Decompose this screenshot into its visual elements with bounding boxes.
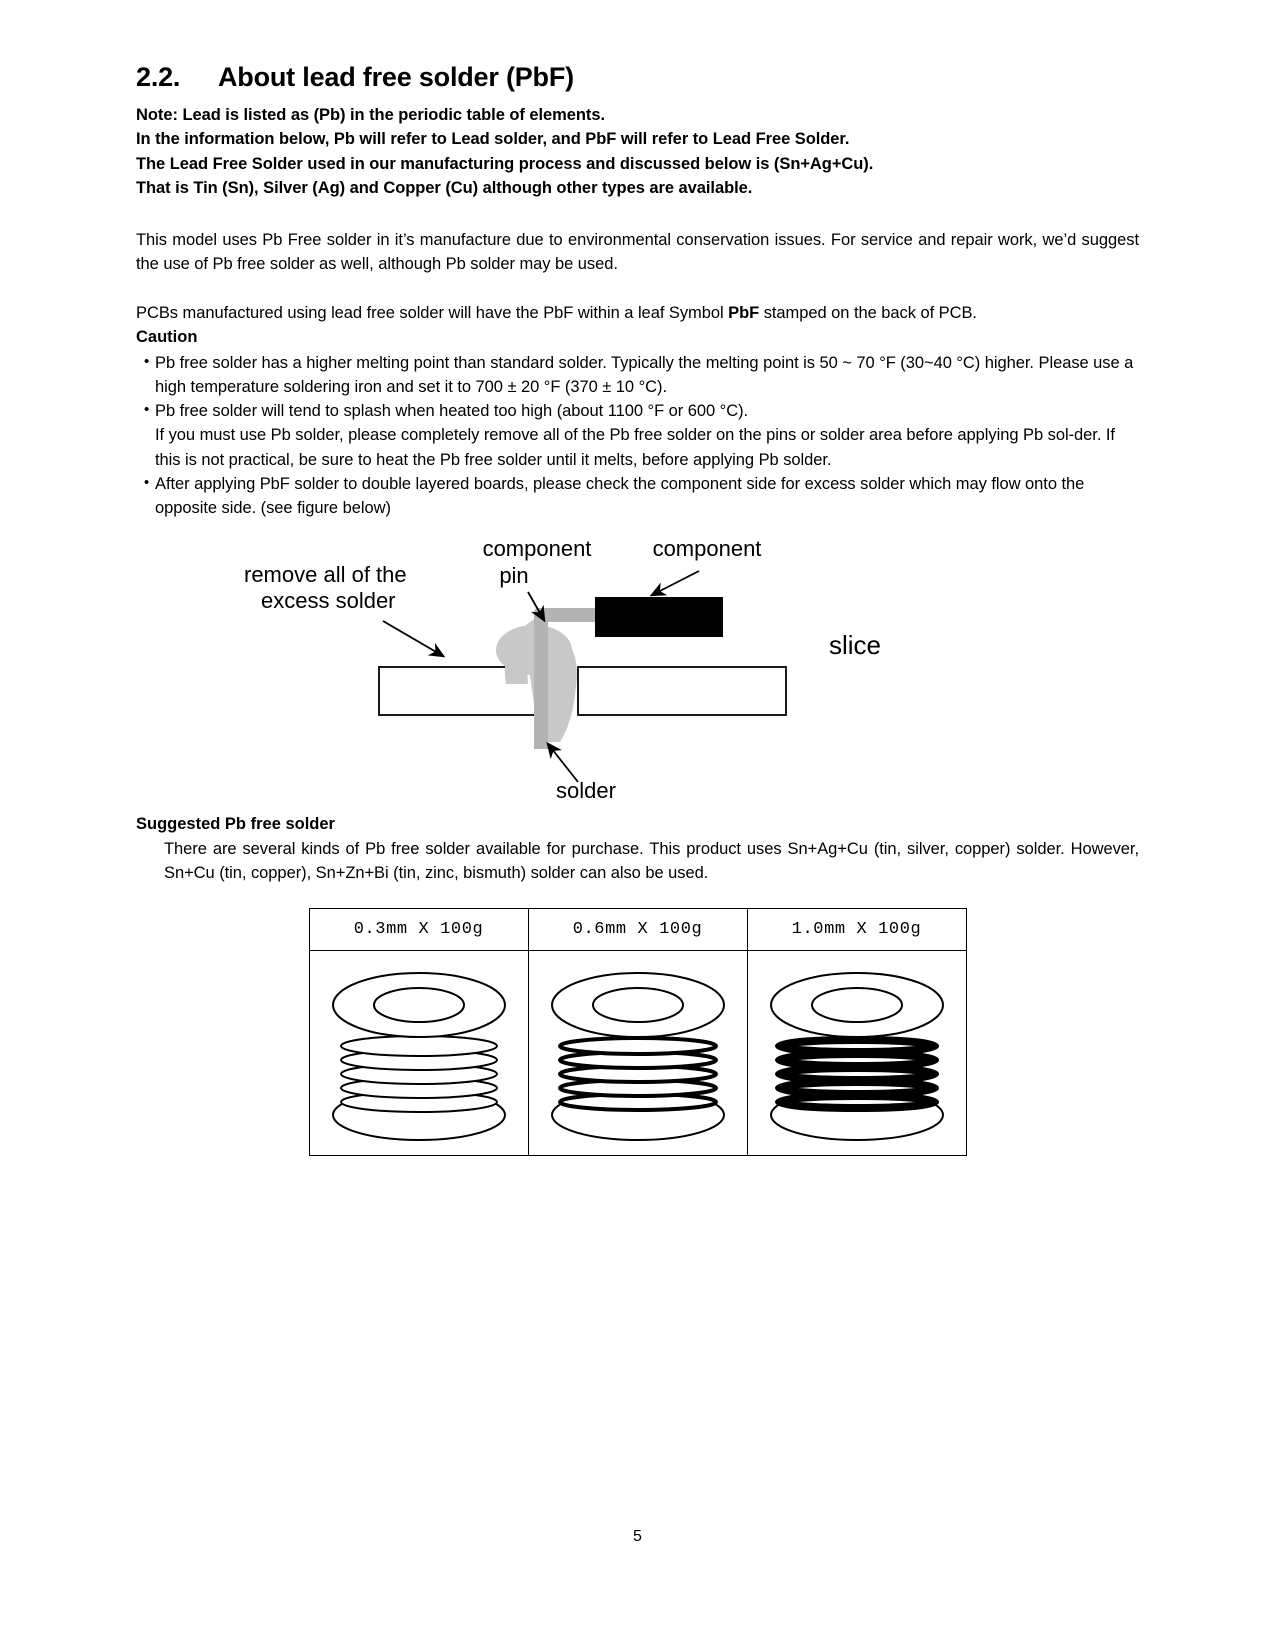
page-content: [136, 62, 1139, 1156]
label-slice: slice: [829, 630, 882, 661]
spool-image-cell-06mm: [528, 950, 747, 1155]
bullet-text: [155, 399, 1139, 472]
spool-image-cell-03mm: [309, 950, 528, 1155]
pbf-symbol: PbF: [728, 303, 760, 322]
solder-spool-table-wrap: [136, 908, 1139, 1156]
bullet-icon: •: [144, 473, 150, 491]
spool-header-cell: 1.0mm X 100g: [747, 908, 966, 950]
bullet-text-continuation: If you must use Pb solder, please completely remove all of the Pb free solder on the pins or solder area before applying Pb sol-der. If this is not practical, be sure to heat the Pb free solder until it melts, before applying Pb solder.: [155, 426, 1115, 469]
note-line-3: The Lead Free Solder used in our manufacturing process and discussed below is (Sn+Ag+Cu).: [136, 154, 874, 173]
page-number: 5: [633, 1528, 642, 1545]
leader-line-remove-excess: [383, 621, 443, 656]
solder-spool-icon-10mm: [757, 960, 957, 1145]
leader-line-component: [652, 571, 699, 595]
note-line-2: In the information below, Pb will refer to Lead solder, and PbF will refer to Lead Free Solder.: [136, 130, 850, 149]
label-component-pin-line2: pin: [499, 563, 529, 589]
component-body: [595, 597, 723, 637]
note-line-4: That is Tin (Sn), Silver (Ag) and Copper (Cu) although other types are available.: [136, 178, 753, 197]
spool-header-cell: 0.6mm X 100g: [528, 908, 747, 950]
bullet-text: After applying PbF solder to double layered boards, please check the component side for excess solder which may flow onto the opposite side. (see figure below): [155, 474, 1085, 518]
note-block: [136, 103, 1139, 200]
section-number: 2.2.: [136, 62, 181, 92]
bullet-icon: •: [144, 401, 150, 419]
label-solder: solder: [556, 778, 616, 803]
solder-cross-section-figure: [136, 534, 1139, 802]
label-component-pin-line1: component: [482, 536, 592, 562]
page-title: [136, 62, 1139, 93]
list-item: [136, 399, 1139, 472]
note-line-1: Note: Lead is listed as (Pb) in the periodic table of elements.: [136, 106, 606, 125]
table-row-images: [309, 950, 966, 1155]
list-item: [136, 472, 1139, 521]
bullet-icon: •: [144, 352, 150, 370]
solder-spool-table: [309, 908, 967, 1156]
suggested-solder-heading: Suggested Pb free solder: [136, 815, 335, 834]
caution-bullet-list: [136, 351, 1139, 521]
suggested-solder-body: There are several kinds of Pb free solder available for purchase. This product uses Sn+Ag+Cu (tin, silver, copper) solder. However, Sn+Cu (tin, copper), Sn+Zn+Bi (tin, zinc, bismuth) solder can also be used.: [164, 839, 1139, 883]
leader-line-solder: [548, 744, 578, 782]
label-remove-excess-line1: remove all of the: [244, 562, 407, 588]
pcb-stamp-paragraph: [136, 301, 1139, 325]
spool-image-cell-10mm: [747, 950, 966, 1155]
list-item: [136, 351, 1139, 400]
solder-spool-icon-06mm: [538, 960, 738, 1145]
intro-paragraph: This model uses Pb Free solder in it’s manufacture due to environmental conservation issues. For service and repair work, we’d suggest the use of Pb free solder as well, although Pb solder may be used.: [136, 231, 1139, 274]
bullet-text: Pb free solder has a higher melting point than standard solder. Typically the melting point is 50 ~ 70 °F (30~40 °C) higher. Please use a high temperature soldering iron and set it to 700 ± 20 °F (370 ± 10 °C).: [155, 353, 1134, 396]
table-row-headers: [309, 908, 966, 950]
pcb-board-right: [578, 667, 786, 715]
caution-label: Caution: [136, 328, 198, 347]
spacer: [136, 200, 1139, 228]
solder-spool-icon-03mm: [319, 960, 519, 1145]
section-title: About lead free solder (PbF): [218, 62, 574, 92]
pcb-text-pre: PCBs manufactured using lead free solder will have the PbF within a leaf Symbol: [136, 303, 729, 322]
pcb-text-post: stamped on the back of PCB.: [759, 303, 977, 322]
label-component: component: [652, 536, 762, 562]
spool-header-cell: 0.3mm X 100g: [309, 908, 528, 950]
label-remove-excess-line2: excess solder: [261, 588, 396, 614]
bullet-text-main: Pb free solder will tend to splash when heated too high (about 1100 °F or 600 °C).: [155, 402, 749, 421]
spacer: [136, 277, 1139, 301]
